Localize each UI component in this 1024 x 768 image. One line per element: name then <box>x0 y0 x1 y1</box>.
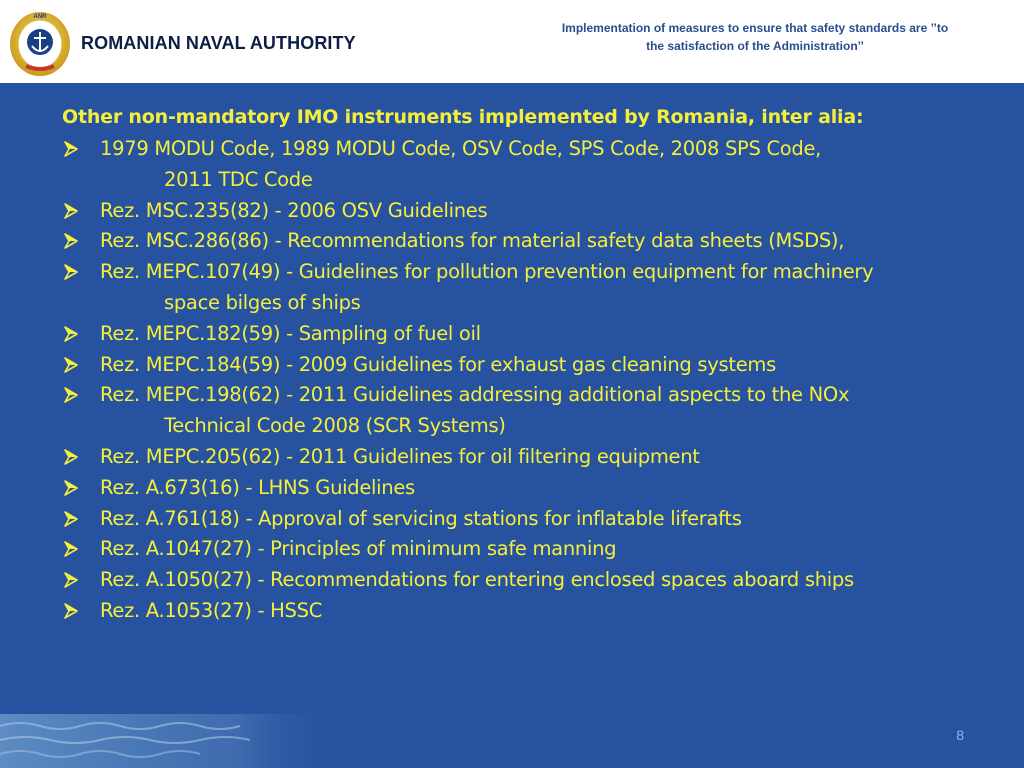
arrow-bullet-icon <box>62 263 80 281</box>
list-item <box>62 596 1002 627</box>
arrow-bullet-icon <box>62 540 80 558</box>
sea-waves-decoration <box>0 714 340 768</box>
list-item <box>62 380 1002 442</box>
list-item-text: Rez. MEPC.107(49) - Guidelines for pollution prevention equipment for machinery <box>100 260 874 284</box>
arrow-bullet-icon <box>62 386 80 404</box>
arrow-bullet-icon <box>62 325 80 343</box>
list-item <box>62 565 1002 596</box>
list-item-text: Rez. A.761(18) - Approval of servicing stations for inflatable liferafts <box>100 506 742 530</box>
arrow-bullet-icon <box>62 510 80 528</box>
list-item-text: Rez. A.673(16) - LHNS Guidelines <box>100 475 415 499</box>
list-item-text: Rez. MEPC.205(62) - 2011 Guidelines for oil filtering equipment <box>100 444 700 468</box>
list-item-text: 1979 MODU Code, 1989 MODU Code, OSV Code, SPS Code, 2008 SPS Code, <box>100 137 822 160</box>
list-item-continuation: 2011 TDC Code <box>164 167 313 191</box>
instrument-list <box>62 134 1002 627</box>
list-item <box>62 442 1002 473</box>
document-title <box>525 19 985 55</box>
list-item-continuation: space bilges of ships <box>164 290 361 314</box>
list-item-text: Rez. MSC.286(86) - Recommendations for material safety data sheets (MSDS), <box>100 229 845 253</box>
arrow-bullet-icon <box>62 571 80 589</box>
organization-name: ROMANIAN NAVAL AUTHORITY <box>81 33 356 53</box>
list-item-text: Rez. MEPC.184(59) - 2009 Guidelines for exhaust gas cleaning systems <box>100 352 776 376</box>
arrow-bullet-icon <box>62 140 80 158</box>
list-item-text: Rez. A.1050(27) - Recommendations for entering enclosed spaces aboard ships <box>100 568 854 592</box>
list-item <box>62 257 1002 319</box>
arrow-bullet-icon <box>62 448 80 466</box>
arrow-bullet-icon <box>62 602 80 620</box>
list-item <box>62 534 1002 565</box>
logo-text: ANR <box>33 14 47 20</box>
list-item <box>62 196 1002 227</box>
list-item <box>62 226 1002 257</box>
list-item <box>62 473 1002 504</box>
anr-logo-icon <box>8 6 72 78</box>
arrow-bullet-icon <box>62 232 80 250</box>
list-item <box>62 504 1002 535</box>
slide-header <box>0 0 1024 83</box>
list-item-text: Rez. MEPC.182(59) - Sampling of fuel oil <box>100 321 481 345</box>
list-item-text: Rez. MEPC.198(62) - 2011 Guidelines addressing additional aspects to the NOx <box>100 383 850 407</box>
arrow-bullet-icon <box>62 356 80 374</box>
list-item <box>62 319 1002 350</box>
arrow-bullet-icon <box>62 479 80 497</box>
slide-heading: Other non-mandatory IMO instruments implemented by Romania, inter alia: <box>62 106 864 128</box>
list-item-text: Rez. A.1053(27) - HSSC <box>100 598 323 622</box>
slide-content <box>62 102 1002 627</box>
list-item-text: Rez. A.1047(27) - Principles of minimum safe manning <box>100 537 617 561</box>
list-item-text: Rez. MSC.235(82) - 2006 OSV Guidelines <box>100 198 488 222</box>
page-number: 8 <box>956 727 964 743</box>
slide-body <box>0 83 1024 768</box>
document-title-line1: Implementation of measures to ensure that safety standards are ’’to <box>561 21 949 35</box>
list-item <box>62 134 1002 196</box>
arrow-bullet-icon <box>62 202 80 220</box>
list-item <box>62 350 1002 381</box>
document-title-line2: the satisfaction of the Administration’’ <box>646 39 864 53</box>
list-item-continuation: Technical Code 2008 (SCR Systems) <box>164 414 506 438</box>
